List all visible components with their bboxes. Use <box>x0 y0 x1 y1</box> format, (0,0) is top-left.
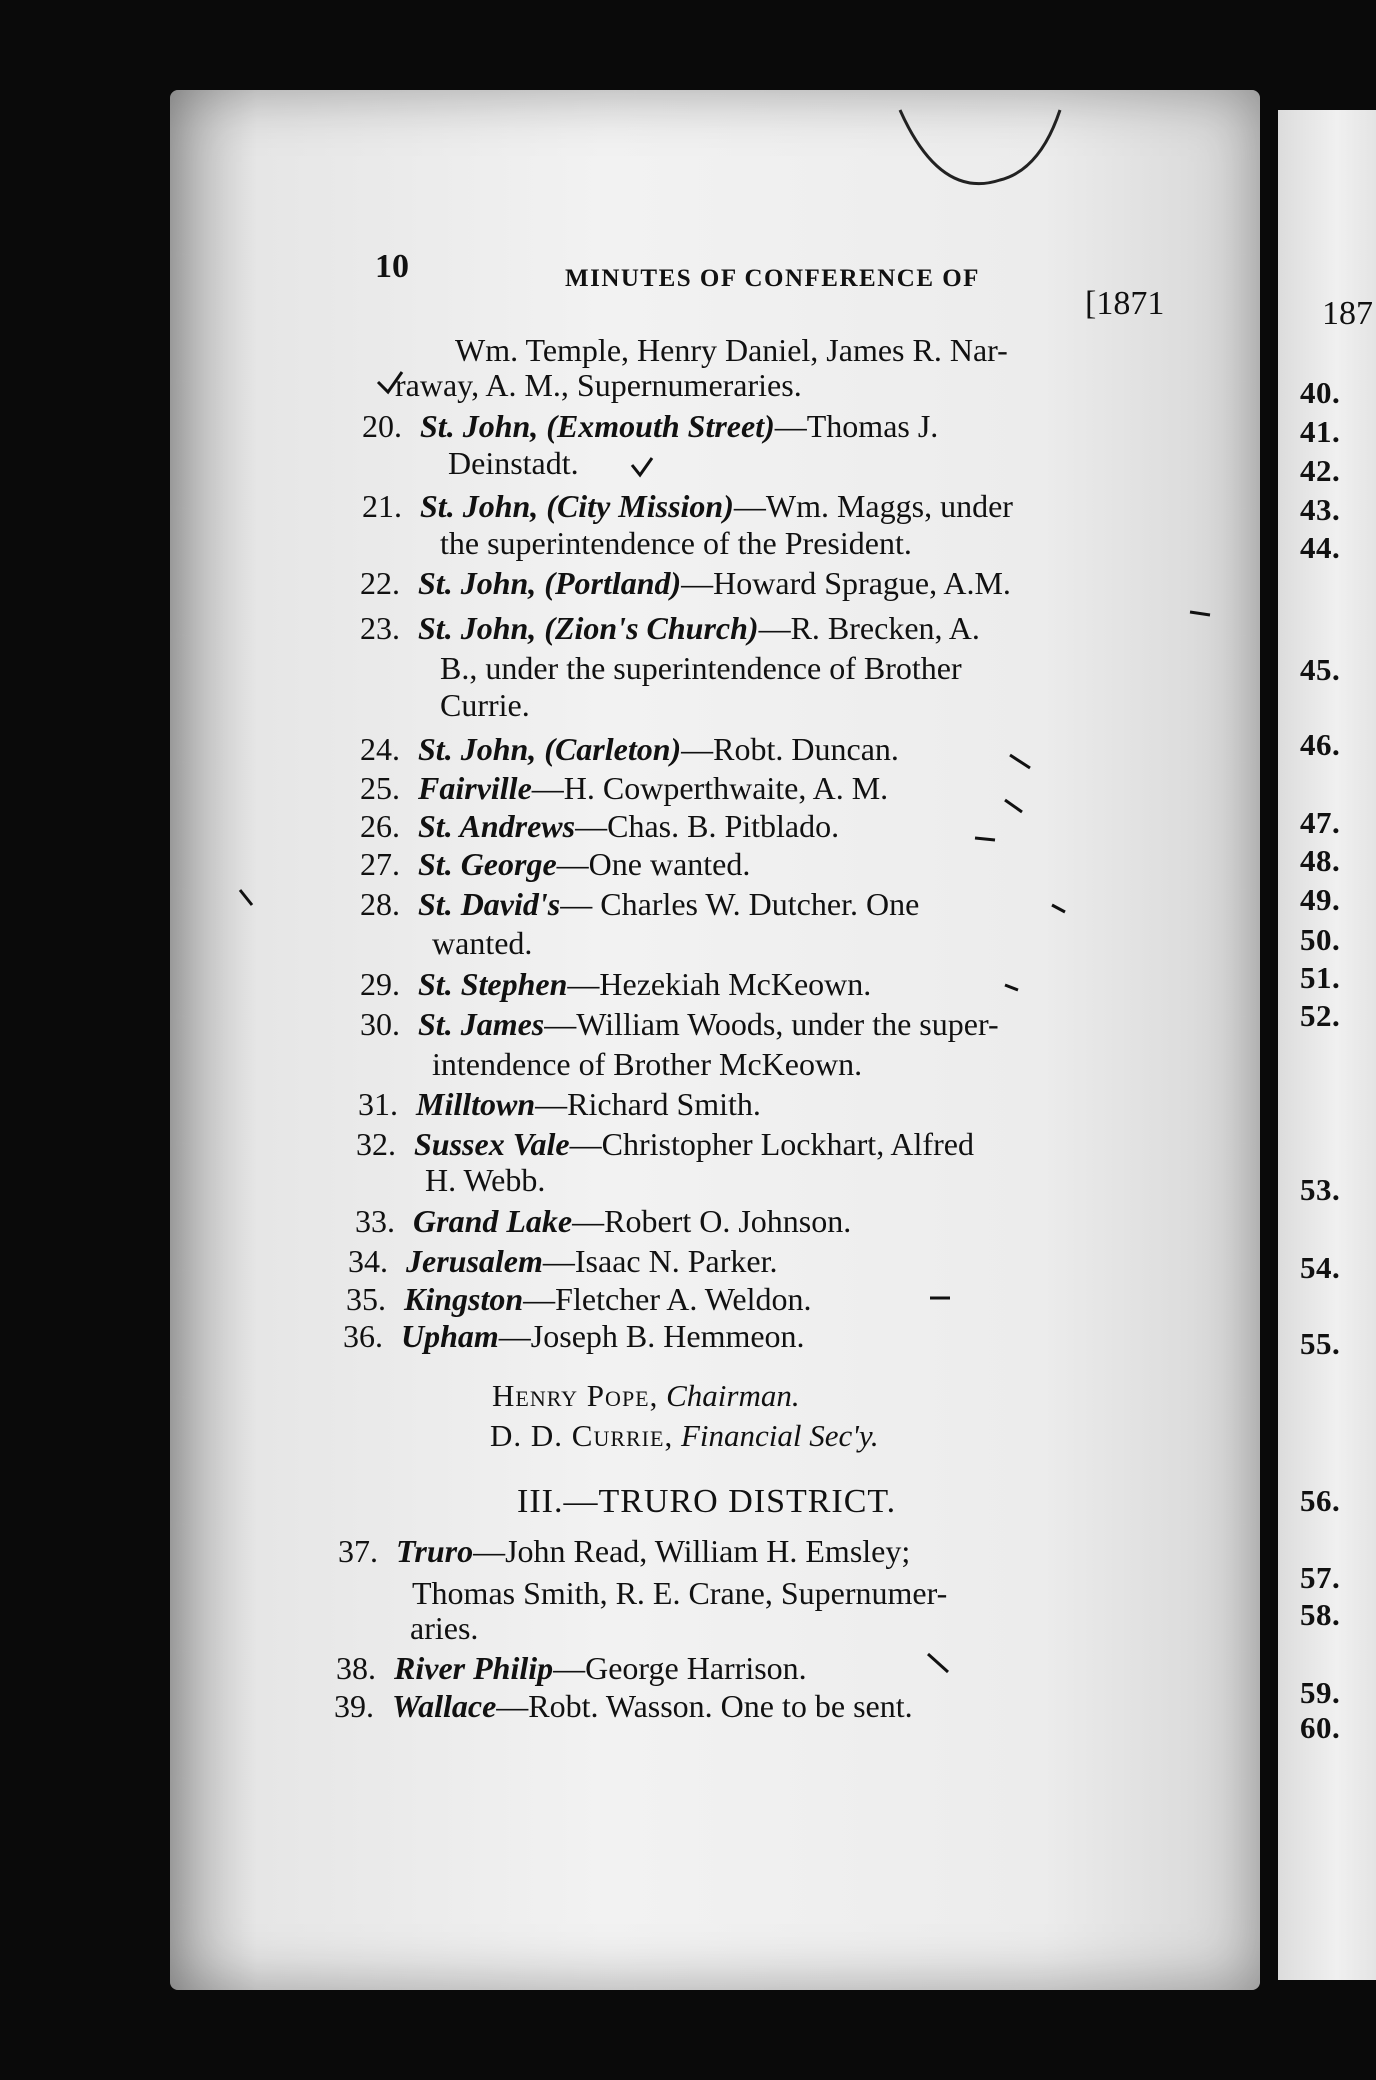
entry-number: 31. <box>358 1086 398 1122</box>
appointment-text: —Wm. Maggs, under <box>733 488 1013 524</box>
facing-page-number: 49. <box>1300 882 1341 917</box>
entry-number: 26. <box>360 808 400 844</box>
circuit-name: Grand Lake <box>413 1203 573 1239</box>
circuit-name: Kingston <box>404 1281 524 1317</box>
facing-page-number: 44. <box>1300 530 1341 565</box>
entry-number: 21. <box>362 488 402 524</box>
entry-number: 22. <box>360 565 400 601</box>
appointment-text: —Isaac N. Parker. <box>542 1243 778 1279</box>
page-number: 10 <box>375 248 409 285</box>
appointment-text: —Joseph B. Hemmeon. <box>498 1318 805 1354</box>
facing-page-number: 51. <box>1300 960 1341 995</box>
circuit-name: St. John, (Exmouth Street) <box>420 408 775 444</box>
circuit-name: St. James <box>418 1006 545 1042</box>
appointment-text: — Charles W. Dutcher. One <box>560 886 920 922</box>
circuit-name: St. Stephen <box>418 966 568 1002</box>
facing-page-number: 46. <box>1300 727 1341 762</box>
facing-page-number: 40. <box>1300 375 1341 410</box>
appointment-text: —H. Cowperthwaite, A. M. <box>531 770 889 806</box>
check-mark-icon <box>378 372 402 392</box>
entry-number: 32. <box>356 1126 396 1162</box>
entry-number: 36. <box>343 1318 383 1354</box>
facing-page-number: 56. <box>1300 1483 1341 1518</box>
entry-number: 30. <box>360 1006 400 1042</box>
entry-number: 38. <box>336 1650 376 1686</box>
entry-line: Thomas Smith, R. E. Crane, Supernumer- <box>412 1575 948 1611</box>
appointment-text: —Fletcher A. Weldon. <box>523 1281 812 1317</box>
facing-page-number: 59. <box>1300 1675 1341 1710</box>
dash-mark-icon <box>1005 800 1022 812</box>
dash-mark-icon <box>1005 985 1018 990</box>
dash-mark-icon <box>975 838 995 840</box>
circuit-name: St. John, (City Mission) <box>420 488 734 524</box>
entry-number: 25. <box>360 770 400 806</box>
appointment-text: —R. Brecken, A. <box>758 610 980 646</box>
facing-page-number: 47. <box>1300 805 1341 840</box>
appointment-text: —Howard Sprague, A.M. <box>681 565 1011 601</box>
appointment-text: —Robert O. Johnson. <box>572 1203 852 1239</box>
entry-line: Wm. Temple, Henry Daniel, James R. Nar- <box>455 332 1008 368</box>
appointment-text: —Richard Smith. <box>535 1086 761 1122</box>
signatory-name: Henry Pope, <box>492 1378 659 1413</box>
signatory-role: Financial Sec'y. <box>680 1418 879 1453</box>
entry-number: 24. <box>360 731 400 767</box>
entry-line: intendence of Brother McKeown. <box>432 1046 863 1082</box>
appointment-text: —One wanted. <box>556 846 751 882</box>
appointment-text: —Robt. Duncan. <box>681 731 899 767</box>
circuit-name: Milltown <box>416 1086 536 1122</box>
facing-page-number: 57. <box>1300 1560 1341 1595</box>
facing-page-number: 60. <box>1300 1710 1341 1745</box>
facing-page-number: 54. <box>1300 1250 1341 1285</box>
entry-line: aries. <box>410 1610 479 1646</box>
slash-mark-icon <box>240 890 252 905</box>
slash-mark-icon <box>928 1654 948 1672</box>
facing-page-number: 42. <box>1300 453 1341 488</box>
circuit-name: St. John, (Carleton) <box>418 731 682 767</box>
facing-page-number: 43. <box>1300 492 1341 527</box>
facing-page-number: 58. <box>1300 1597 1341 1632</box>
appointment-text: —George Harrison. <box>553 1650 807 1686</box>
circuit-name: Jerusalem <box>406 1243 543 1279</box>
facing-page-year: 187 <box>1322 295 1373 332</box>
facing-page-number: 41. <box>1300 414 1341 449</box>
dash-mark-icon <box>1010 755 1030 768</box>
entry-number: 35. <box>346 1281 386 1317</box>
entry-number: 33. <box>355 1203 395 1239</box>
entry-number: 20. <box>362 408 402 444</box>
entry-line: wanted. <box>432 925 533 961</box>
entry-line: Deinstadt. <box>448 445 579 481</box>
facing-page-number: 52. <box>1300 998 1341 1033</box>
circuit-name: River Philip <box>394 1650 554 1686</box>
entry-number: 23. <box>360 610 400 646</box>
running-head: MINUTES OF CONFERENCE OF <box>565 265 980 292</box>
appointment-text: —John Read, William H. Emsley; <box>473 1533 911 1569</box>
appointment-text: —Chas. B. Pitblado. <box>575 808 840 844</box>
appointment-text: —Robt. Wasson. One to be sent. <box>496 1688 913 1724</box>
facing-page-number: 45. <box>1300 652 1341 687</box>
facing-page-number: 48. <box>1300 843 1341 878</box>
circuit-name: St. David's <box>418 886 561 922</box>
signatory-role: Chairman. <box>666 1378 800 1413</box>
circuit-name: Fairville <box>418 770 532 806</box>
dash-mark-icon <box>1190 612 1210 615</box>
entry-number: 28. <box>360 886 400 922</box>
circuit-name: Sussex Vale <box>414 1126 570 1162</box>
entry-number: 34. <box>348 1243 388 1279</box>
circuit-name: Truro <box>396 1533 474 1569</box>
appointment-text: —Christopher Lockhart, Alfred <box>569 1126 974 1162</box>
signatory-name: D. D. Currie, <box>490 1418 674 1453</box>
circuit-name: St. Andrews <box>418 808 576 844</box>
check-mark-icon <box>632 458 652 475</box>
entry-line: the superintendence of the President. <box>440 525 912 561</box>
entry-number: 27. <box>360 846 400 882</box>
running-head-year: [1871 <box>1085 285 1165 322</box>
district-heading: III.—TRURO DISTRICT. <box>517 1483 897 1520</box>
dash-mark-icon <box>1052 905 1065 912</box>
entry-line: Currie. <box>440 687 530 723</box>
facing-page-number: 53. <box>1300 1172 1341 1207</box>
circuit-name: St. John, (Zion's Church) <box>418 610 759 646</box>
entry-number: 29. <box>360 966 400 1002</box>
entry-number: 39. <box>334 1688 374 1724</box>
circuit-name: Wallace <box>392 1688 497 1724</box>
appointment-text: —Hezekiah McKeown. <box>567 966 872 1002</box>
circuit-name: St. John, (Portland) <box>418 565 682 601</box>
facing-page-number: 55. <box>1300 1326 1341 1361</box>
circuit-name: Upham <box>401 1318 499 1354</box>
circuit-name: St. George <box>418 846 557 882</box>
stain-mark <box>900 110 1060 184</box>
entry-number: 37. <box>338 1533 378 1569</box>
entry-line: B., under the superintendence of Brother <box>440 650 962 686</box>
entry-line: raway, A. M., Supernumeraries. <box>395 367 802 403</box>
appointment-text: —Thomas J. <box>774 408 939 444</box>
entry-line: H. Webb. <box>425 1162 546 1198</box>
facing-page-number: 50. <box>1300 922 1341 957</box>
appointment-text: —William Woods, under the super- <box>544 1006 999 1042</box>
